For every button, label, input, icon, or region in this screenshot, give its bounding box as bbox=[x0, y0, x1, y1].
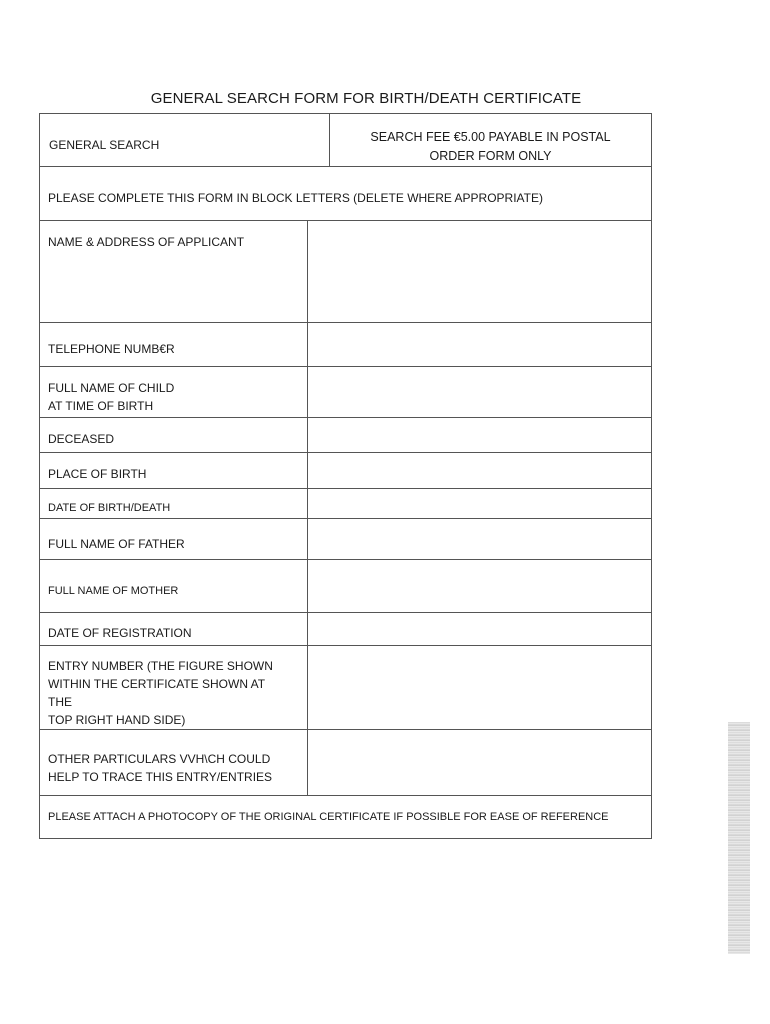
form-row-other-particulars bbox=[40, 730, 651, 796]
applicant-label: NAME & ADDRESS OF APPLICANT bbox=[48, 235, 245, 249]
other-particulars-field[interactable] bbox=[307, 730, 651, 795]
place-of-birth-field[interactable] bbox=[307, 453, 651, 488]
scan-artifact bbox=[728, 722, 750, 954]
search-fee-text: SEARCH FEE €5.00 PAYABLE IN POSTAL ORDER FORM ONLY bbox=[370, 130, 611, 163]
child-name-label: FULL NAME OF CHILD AT TIME OF BIRTH bbox=[48, 381, 175, 413]
entry-number-label: ENTRY NUMBER (THE FIGURE SHOWN WITHIN THE CERTIFICATE SHOWN AT THE TOP RIGHT HAND SIDE) bbox=[48, 659, 273, 727]
form-row-telephone bbox=[40, 323, 651, 367]
applicant-field[interactable] bbox=[307, 221, 651, 322]
deceased-label: DECEASED bbox=[48, 432, 115, 446]
mother-name-label: FULL NAME OF MOTHER bbox=[48, 585, 179, 597]
form-row-applicant bbox=[40, 221, 651, 323]
footer-row bbox=[40, 796, 651, 838]
instruction-text: PLEASE COMPLETE THIS FORM IN BLOCK LETTERS (DELETE WHERE APPROPRIATE) bbox=[48, 191, 543, 205]
photocopy-note: PLEASE ATTACH A PHOTOCOPY OF THE ORIGINAL CERTIFICATE IF POSSIBLE FOR EASE OF REFERENCE bbox=[48, 811, 609, 823]
telephone-field[interactable] bbox=[307, 323, 651, 366]
father-name-field[interactable] bbox=[307, 519, 651, 559]
general-search-label: GENERAL SEARCH bbox=[49, 138, 160, 152]
form-row-deceased bbox=[40, 418, 651, 453]
form-row-father bbox=[40, 519, 651, 560]
date-of-birth-death-field[interactable] bbox=[307, 489, 651, 518]
search-fee-note bbox=[329, 114, 651, 166]
other-particulars-label: OTHER PARTICULARS VVH\CH COULD HELP TO TRACE THIS ENTRY/ENTRIES bbox=[48, 752, 273, 784]
registration-date-label: DATE OF REGISTRATION bbox=[48, 626, 192, 640]
deceased-field[interactable] bbox=[307, 418, 651, 452]
registration-date-field[interactable] bbox=[307, 613, 651, 645]
form-row-child-name bbox=[40, 367, 651, 418]
mother-name-field[interactable] bbox=[307, 560, 651, 612]
child-name-field[interactable] bbox=[307, 367, 651, 417]
entry-number-field[interactable] bbox=[307, 646, 651, 729]
telephone-label: TELEPHONE NUMB€R bbox=[48, 342, 175, 356]
search-form-table bbox=[39, 113, 652, 839]
form-row-place-of-birth bbox=[40, 453, 651, 489]
instruction-row bbox=[40, 167, 651, 221]
form-row-entry-number bbox=[40, 646, 651, 730]
date-of-birth-death-label: DATE OF BIRTH/DEATH bbox=[48, 502, 171, 514]
father-name-label: FULL NAME OF FATHER bbox=[48, 537, 185, 551]
place-of-birth-label: PLACE OF BIRTH bbox=[48, 467, 147, 481]
header-row bbox=[40, 114, 651, 167]
form-row-date-of-birth-death bbox=[40, 489, 651, 519]
form-row-registration-date bbox=[40, 613, 651, 646]
form-row-mother bbox=[40, 560, 651, 613]
form-title: GENERAL SEARCH FORM FOR BIRTH/DEATH CERTIFICATE bbox=[150, 90, 582, 107]
